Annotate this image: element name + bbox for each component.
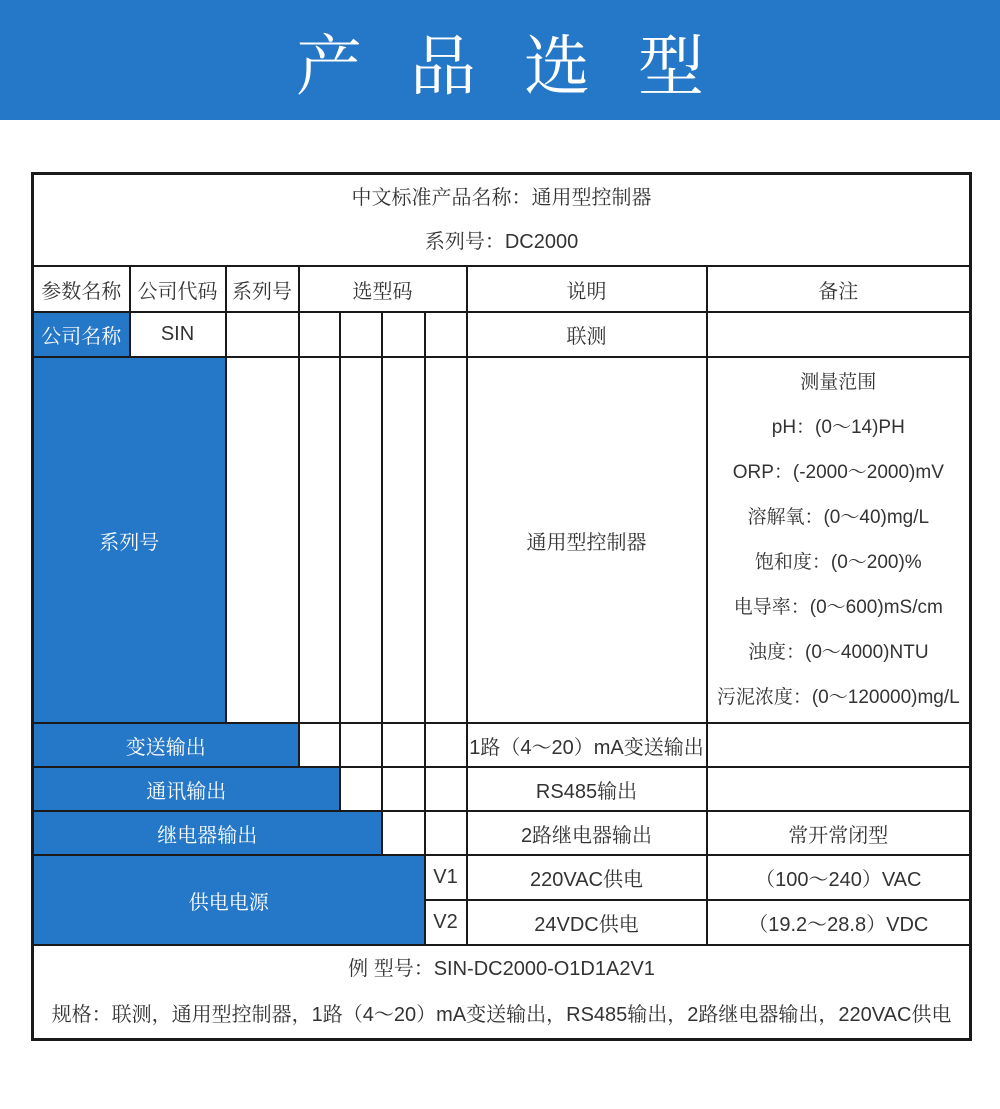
power-option-remark-v2: （19.2～28.8）VDC xyxy=(707,900,971,945)
page-banner xyxy=(0,0,1000,120)
row-example xyxy=(33,945,971,1040)
power-option-code-v2: V2 xyxy=(425,900,467,945)
relay-output-description: 2路继电器输出 xyxy=(467,811,707,855)
header-selection-code: 选型码 xyxy=(299,266,467,312)
code-cell-empty xyxy=(340,767,382,811)
power-option-remark-v1: （100～240）VAC xyxy=(707,855,971,900)
power-option-code-v1: V1 xyxy=(425,855,467,900)
measurement-range-ph: pH：(0～14)PH xyxy=(771,417,905,438)
code-cell-empty xyxy=(382,767,425,811)
comm-output-remark xyxy=(707,767,971,811)
example-model-line: 例 型号：SIN-DC2000-O1D1A2V1 xyxy=(348,958,655,980)
measurement-range-saturation: 饱和度：(0～200)% xyxy=(754,552,922,573)
param-cell-transmit-output: 变送输出 xyxy=(33,723,299,767)
code-cell-empty xyxy=(226,312,299,357)
company-remark xyxy=(707,312,971,357)
example-cell xyxy=(33,945,971,1040)
series-number-line: 系列号：DC2000 xyxy=(424,231,579,253)
header-description: 说明 xyxy=(467,266,707,312)
param-cell-comm-output: 通讯输出 xyxy=(33,767,340,811)
code-cell-empty xyxy=(299,357,340,723)
code-cell-empty xyxy=(425,312,467,357)
relay-output-remark: 常开常闭型 xyxy=(707,811,971,855)
measurement-range-orp: ORP：(-2000～2000)mV xyxy=(732,462,944,483)
code-cell-empty xyxy=(340,312,382,357)
row-company-name xyxy=(33,312,971,357)
table-title-cell xyxy=(33,174,971,267)
table-header-row xyxy=(33,266,971,312)
header-remark: 备注 xyxy=(707,266,971,312)
row-transmit-output xyxy=(33,723,971,767)
code-cell-empty xyxy=(382,811,425,855)
series-description: 通用型控制器 xyxy=(467,357,707,723)
code-cell-empty xyxy=(425,811,467,855)
code-cell-empty xyxy=(382,312,425,357)
measurement-range-conductivity: 电导率：(0～600)mS/cm xyxy=(733,597,943,618)
series-remark xyxy=(707,357,971,723)
code-cell-empty xyxy=(425,767,467,811)
power-option-description-v1: 220VAC供电 xyxy=(467,855,707,900)
code-cell-empty xyxy=(299,312,340,357)
row-comm-output xyxy=(33,767,971,811)
code-cell-empty xyxy=(340,357,382,723)
measurement-range-title: 测量范围 xyxy=(800,372,877,393)
transmit-output-description: 1路（4～20）mA变送输出 xyxy=(467,723,707,767)
company-code-value: SIN xyxy=(130,312,226,357)
param-cell-series: 系列号 xyxy=(33,357,226,723)
comm-output-description: RS485输出 xyxy=(467,767,707,811)
page-title: 产品选型 xyxy=(296,28,752,103)
product-name-line: 中文标准产品名称：通用型控制器 xyxy=(351,187,652,209)
param-cell-relay-output: 继电器输出 xyxy=(33,811,382,855)
row-power-supply-v1 xyxy=(33,855,971,900)
company-description: 联测 xyxy=(467,312,707,357)
code-cell-empty xyxy=(425,357,467,723)
param-cell-power-supply: 供电电源 xyxy=(33,855,425,945)
header-company-code: 公司代码 xyxy=(130,266,226,312)
header-series: 系列号 xyxy=(226,266,299,312)
code-cell-empty xyxy=(299,723,340,767)
row-series xyxy=(33,357,971,723)
measurement-range-list xyxy=(708,360,970,720)
table-title-row xyxy=(33,174,971,267)
product-selection-table xyxy=(31,172,972,1041)
measurement-range-turbidity: 浊度：(0～4000)NTU xyxy=(748,642,929,663)
row-relay-output xyxy=(33,811,971,855)
transmit-output-remark xyxy=(707,723,971,767)
code-cell-empty xyxy=(382,723,425,767)
power-option-description-v2: 24VDC供电 xyxy=(467,900,707,945)
code-cell-empty xyxy=(226,357,299,723)
header-param: 参数名称 xyxy=(33,266,130,312)
code-cell-empty xyxy=(340,723,382,767)
param-cell-company-name: 公司名称 xyxy=(33,312,130,357)
measurement-range-sludge: 污泥浓度：(0～120000)mg/L xyxy=(716,687,960,708)
code-cell-empty xyxy=(425,723,467,767)
code-cell-empty xyxy=(382,357,425,723)
example-spec-line: 规格：联测，通用型控制器，1路（4～20）mA变送输出，RS485输出，2路继电器输出，220VAC供电 xyxy=(51,1004,952,1026)
measurement-range-do: 溶解氧：(0～40)mg/L xyxy=(747,507,930,528)
